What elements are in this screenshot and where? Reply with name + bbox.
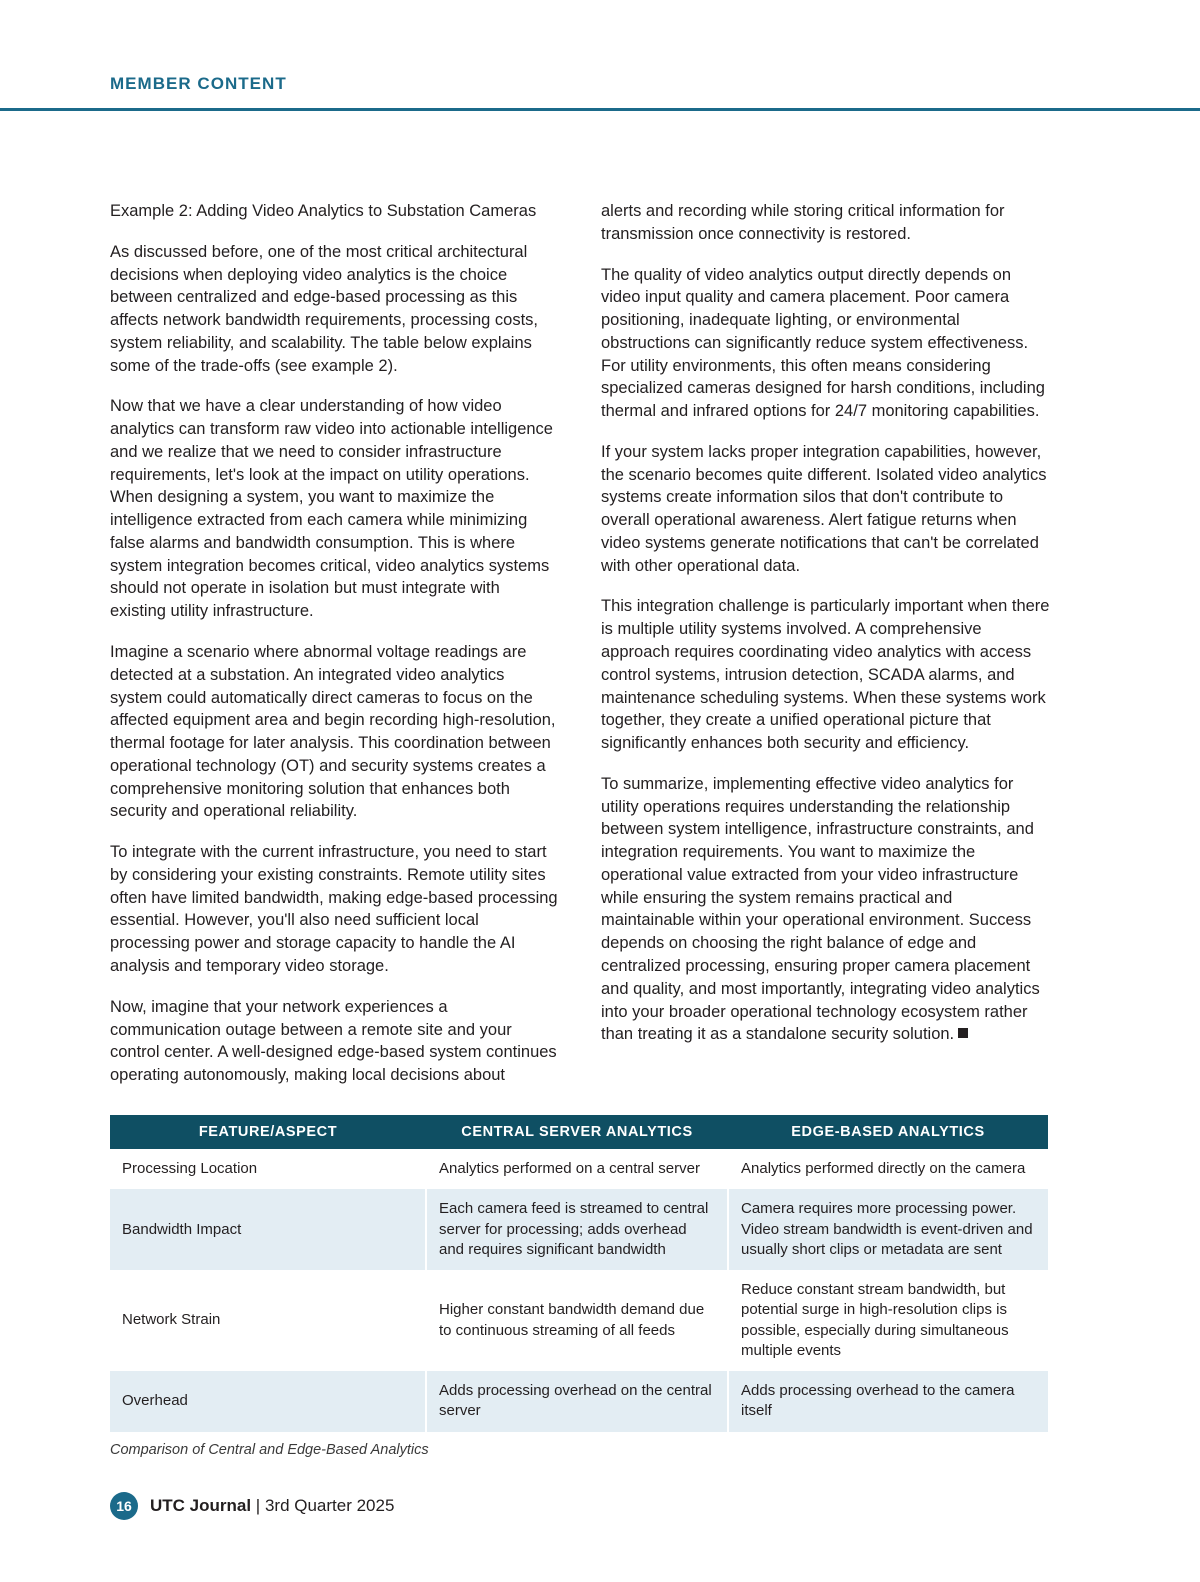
cell-feature: Overhead — [110, 1371, 426, 1432]
cell-feature: Network Strain — [110, 1270, 426, 1371]
comparison-table-container — [110, 1115, 1048, 1458]
paragraph: The quality of video analytics output directly depends on video input quality and camera placement. Poor camera positioning, inadequate lighting, or environmental obstructions can significantly reduce system effectiveness. For utility environments, this often means considering specialized cameras designed for harsh conditions, including thermal and infrared options for 24/7 monitoring capabilities. — [601, 265, 1045, 421]
left-column — [110, 200, 559, 1105]
page-footer — [110, 1492, 394, 1520]
paragraph: Now, imagine that your network experiences a communication outage between a remote site and your control center. A well-designed edge-based system continues operating autonomously, making local decisions about — [110, 997, 557, 1085]
table-row — [110, 1149, 1048, 1189]
cell-central: Each camera feed is streamed to central server for processing; adds overhead and requires significant bandwidth — [426, 1189, 728, 1270]
column-header-central: CENTRAL SERVER ANALYTICS — [426, 1115, 728, 1149]
header-divider — [0, 108, 1200, 111]
cell-edge: Analytics performed directly on the camera — [728, 1149, 1048, 1189]
table-header-row — [110, 1115, 1048, 1149]
paragraph: alerts and recording while storing critical information for transmission once connectivity is restored. — [601, 202, 1005, 243]
cell-feature: Processing Location — [110, 1149, 426, 1189]
footer-separator: | — [255, 1496, 261, 1515]
paragraph: If your system lacks proper integration capabilities, however, the scenario becomes quite different. Isolated video analytics systems create information silos that don't contribute to overall operational awareness. Alert fatigue returns when video systems generate notifications that can't be correlated with other operational data. — [601, 442, 1047, 575]
paragraph: Now that we have a clear understanding of how video analytics can transform raw video into actionable intelligence and we realize that we need to consider infrastructure requirements, let's look at the impact on utility operations. When designing a system, you want to maximize the intelligence extracted from each camera while minimizing false alarms and bandwidth consumption. This is where system integration becomes critical, video analytics systems should not operate in isolation but must integrate with existing utility infrastructure. — [110, 397, 553, 621]
end-of-article-square-icon — [958, 1028, 968, 1038]
paragraph: Example 2: Adding Video Analytics to Substation Cameras — [110, 202, 537, 220]
paragraph: As discussed before, one of the most critical architectural decisions when deploying video analytics is the choice between centralized and edge-based processing as this affects network bandwidth requirements, processing costs, system reliability, and scalability. The table below explains some of the trade-offs (see example 2). — [110, 242, 538, 375]
column-header-edge: EDGE-BASED ANALYTICS — [728, 1115, 1048, 1149]
member-content-header: MEMBER CONTENT — [110, 74, 287, 93]
cell-central: Analytics performed on a central server — [426, 1149, 728, 1189]
cell-central: Higher constant bandwidth demand due to continuous streaming of all feeds — [426, 1270, 728, 1371]
right-column — [601, 200, 1050, 1105]
paragraph: Imagine a scenario where abnormal voltage readings are detected at a substation. An integrated video analytics system could automatically direct cameras to focus on the affected equipment area and begin recording high-resolution, thermal footage for later analysis. This coordination between operational technology (OT) and security systems creates a comprehensive monitoring solution that enhances both security and operational reliability. — [110, 643, 556, 821]
column-header-feature: FEATURE/ASPECT — [110, 1115, 426, 1149]
table-row — [110, 1189, 1048, 1270]
paragraph-final — [601, 773, 1050, 1046]
cell-edge: Camera requires more processing power. Video stream bandwidth is event-driven and usually short clips or metadata are sent — [728, 1189, 1048, 1270]
page-number-badge: 16 — [110, 1492, 138, 1520]
paragraph: This integration challenge is particularly important when there is multiple utility systems involved. A comprehensive approach requires coordinating video analytics with access control systems, intrusion detection, SCADA alarms, and maintenance scheduling systems. When these systems work together, they create a unified operational picture that significantly enhances both security and efficiency. — [601, 597, 1050, 753]
comparison-table — [110, 1115, 1048, 1432]
article-body — [110, 200, 1090, 1105]
footer-publication-name: UTC Journal — [150, 1496, 252, 1515]
footer-publication-line — [150, 1496, 394, 1516]
footer-issue: 3rd Quarter 2025 — [264, 1496, 395, 1515]
paragraph-text: To summarize, implementing effective video analytics for utility operations requires understanding the relationship between system intelligence, infrastructure constraints, and integration requirements. You want to maximize the operational value extracted from your video infrastructure while ensuring the system remains practical and maintainable within your operational environment. Success depends on choosing the right balance of edge and centralized processing, ensuring proper camera placement and quality, and most importantly, integrating video analytics into your broader operational technology ecosystem rather than treating it as a standalone security solution. — [601, 774, 1040, 1044]
cell-edge: Reduce constant stream bandwidth, but potential surge in high-resolution clips is possible, especially during simultaneous multiple events — [728, 1270, 1048, 1371]
paragraph: To integrate with the current infrastructure, you need to start by considering your existing constraints. Remote utility sites often have limited bandwidth, making edge-based processing essential. However, you'll also need sufficient local processing power and storage capacity to handle the AI analysis and temporary video storage. — [110, 843, 558, 975]
cell-feature: Bandwidth Impact — [110, 1189, 426, 1270]
cell-edge: Adds processing overhead to the camera itself — [728, 1371, 1048, 1432]
table-caption: Comparison of Central and Edge-Based Analytics — [110, 1441, 429, 1458]
table-row — [110, 1270, 1048, 1371]
table-row — [110, 1371, 1048, 1432]
cell-central: Adds processing overhead on the central server — [426, 1371, 728, 1432]
